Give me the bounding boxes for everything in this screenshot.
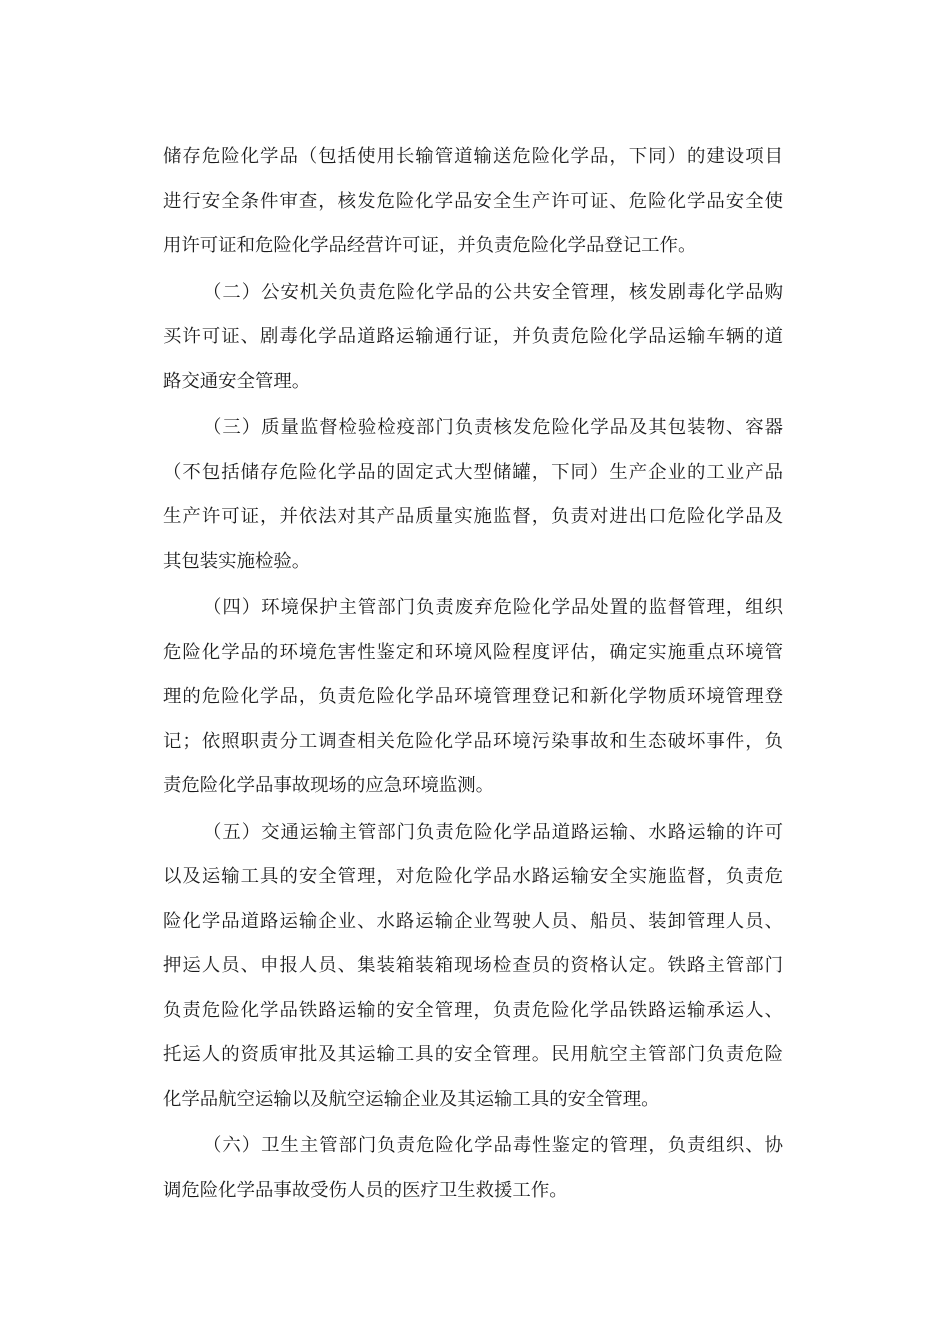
text-line: 生产许可证，并依法对其产品质量实施监督，负责对进出口危险化学品及 [163,506,783,527]
paragraph-item-5 [163,818,783,1130]
text-line: （三）质量监督检验检疫部门负责核发危险化学品及其包装物、容器 [203,417,783,438]
text-line: 危险化学品的环境危害性鉴定和环境风险程度评估，确定实施重点环境管 [163,641,783,663]
text-line: 买许可证、剧毒化学品道路运输通行证，并负责危险化学品运输车辆的道 [163,326,783,347]
text-line: 化学品航空运输以及航空运输企业及其运输工具的安全管理。 [163,1088,660,1110]
text-line: （不包括储存危险化学品的固定式大型储罐，下同）生产企业的工业产品 [163,461,783,483]
paragraph-item-3 [163,413,783,591]
text-line: 以及运输工具的安全管理，对危险化学品水路运输安全实施监督，负责危 [163,866,783,887]
text-line: 险化学品道路运输企业、水路运输企业驾驶人员、船员、装卸管理人员、 [163,910,783,932]
text-line: （五）交通运输主管部门负责危险化学品道路运输、水路运输的许可 [203,821,783,843]
text-line: 记；依照职责分工调查相关危险化学品环境污染事故和生态破坏事件，负 [163,730,783,752]
text-line: 路交通安全管理。 [163,370,311,392]
text-line: 储存危险化学品（包括使用长输管道输送危险化学品，下同）的建设项目 [163,146,783,167]
text-line: （二）公安机关负责危险化学品的公共安全管理，核发剧毒化学品购 [203,281,783,303]
paragraph-item-2 [163,278,783,412]
text-line: 其包装实施检验。 [163,550,311,572]
text-line: 调危险化学品事故受伤人员的医疗卫生救援工作。 [163,1179,568,1201]
paragraph-item-4 [163,593,783,816]
text-line: 负责危险化学品铁路运输的安全管理，负责危险化学品铁路运输承运人、 [163,999,783,1021]
text-line: （六）卫生主管部门负责危险化学品毒性鉴定的管理，负责组织、协 [203,1135,783,1156]
document-body [163,142,783,1222]
paragraph-item-6 [163,1131,783,1220]
text-line: 理的危险化学品，负责危险化学品环境管理登记和新化学物质环境管理登 [163,686,783,707]
text-line: 责危险化学品事故现场的应急环境监测。 [163,775,495,796]
text-line: 押运人员、申报人员、集装箱装箱现场检查员的资格认定。铁路主管部门 [163,955,783,976]
text-line: 托运人的资质审批及其运输工具的安全管理。民用航空主管部门负责危险 [163,1044,783,1065]
text-line: 用许可证和危险化学品经营许可证，并负责危险化学品登记工作。 [163,235,697,256]
text-line: 进行安全条件审查，核发危险化学品安全生产许可证、危险化学品安全使 [163,190,783,212]
paragraph-continuation [163,142,783,276]
text-line: （四）环境保护主管部门负责废弃危险化学品处置的监督管理，组织 [203,597,783,618]
